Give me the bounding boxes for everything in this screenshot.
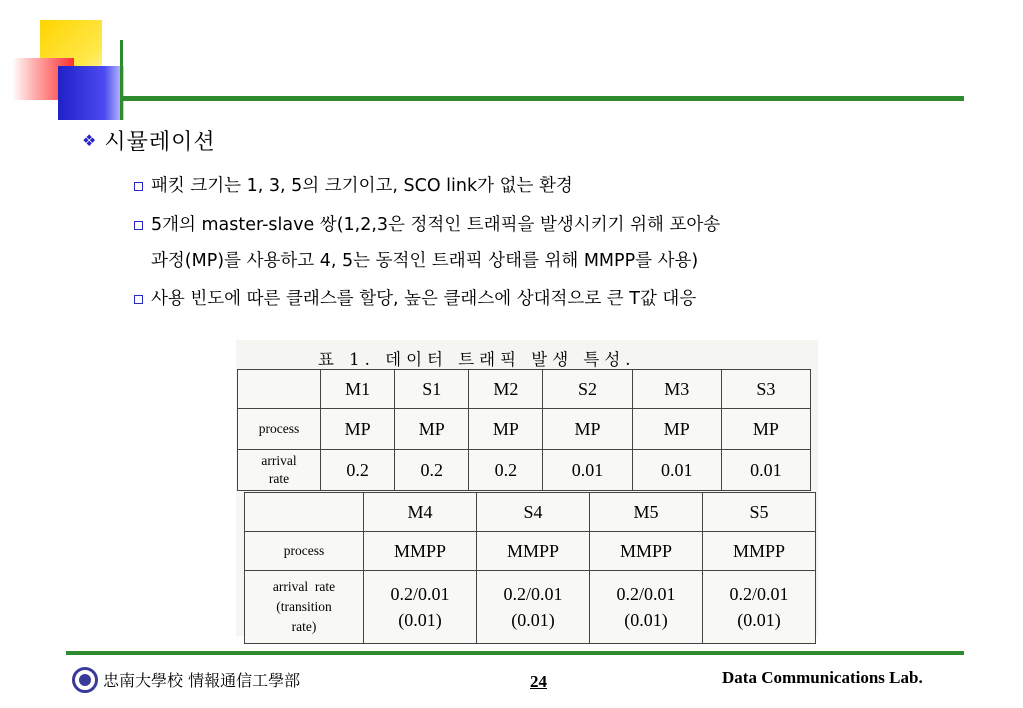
row-label-line: arrival xyxy=(261,453,297,468)
table-cell: 0.2 xyxy=(395,450,469,491)
row-label-line: arrival rate xyxy=(272,579,336,594)
table-cell xyxy=(703,571,816,644)
row-label-line: rate) xyxy=(291,619,317,634)
slide-title: 시뮬레이션 xyxy=(104,130,216,155)
cell-line: 0.2/0.01 xyxy=(503,584,563,604)
traffic-table-1 xyxy=(237,369,811,491)
table-row xyxy=(245,532,816,571)
table-header: S4 xyxy=(477,493,590,532)
table-cell: MP xyxy=(543,409,632,450)
table-cell: MMPP xyxy=(703,532,816,571)
footer-university: 忠南大學校 情報通信工學部 xyxy=(103,671,301,690)
table-header: S2 xyxy=(543,370,632,409)
row-label-line: (transition xyxy=(276,599,332,614)
header-divider xyxy=(120,96,964,101)
page-number: 24 xyxy=(530,672,547,691)
row-label-line: rate xyxy=(268,471,290,486)
bullet-item-3 xyxy=(134,286,696,312)
footer-divider xyxy=(66,651,964,655)
bullet-text-2-continued: 과정(MP)를 사용하고 4, 5는 동적인 트래픽 상태를 위해 MMPP를 사용) xyxy=(151,251,699,271)
row-label-arrival xyxy=(238,450,321,491)
table-cell: 0.01 xyxy=(721,450,810,491)
table-row xyxy=(245,493,816,532)
cell-line: (0.01) xyxy=(511,610,555,630)
square-bullet-icon xyxy=(134,295,143,304)
table-row xyxy=(238,450,811,491)
row-label-process: process xyxy=(245,532,364,571)
table-cell: MP xyxy=(395,409,469,450)
row-label-arrival xyxy=(245,571,364,644)
bullet-item-2 xyxy=(134,212,720,238)
table-cell xyxy=(364,571,477,644)
table-cell: 0.2 xyxy=(469,450,543,491)
bullet-text-3: 사용 빈도에 따른 클래스를 할당, 높은 클래스에 상대적으로 큰 T값 대응 xyxy=(151,289,697,309)
table-header: S5 xyxy=(703,493,816,532)
table-header: M5 xyxy=(590,493,703,532)
table-cell: MMPP xyxy=(477,532,590,571)
cell-line: (0.01) xyxy=(398,610,442,630)
table-header: M3 xyxy=(632,370,721,409)
square-bullet-icon xyxy=(134,182,143,191)
decor-vertical-line xyxy=(120,40,123,120)
table-cell: MMPP xyxy=(590,532,703,571)
table-cell: MP xyxy=(469,409,543,450)
table-row xyxy=(238,370,811,409)
table-cell: 0.01 xyxy=(632,450,721,491)
table-cell: 0.2 xyxy=(321,450,395,491)
row-label-process: process xyxy=(238,409,321,450)
table-corner xyxy=(238,370,321,409)
table-corner xyxy=(245,493,364,532)
bullet-item-1 xyxy=(134,173,573,199)
decor-blue-square xyxy=(58,66,124,120)
table-header: S3 xyxy=(721,370,810,409)
table-header: M4 xyxy=(364,493,477,532)
table-cell: MP xyxy=(721,409,810,450)
table-header: M1 xyxy=(321,370,395,409)
cell-line: 0.2/0.01 xyxy=(616,584,676,604)
cell-line: (0.01) xyxy=(624,610,668,630)
table-header: S1 xyxy=(395,370,469,409)
square-bullet-icon xyxy=(134,221,143,230)
table-row xyxy=(245,571,816,644)
table-cell: 0.01 xyxy=(543,450,632,491)
table-caption: 표 1. 데이터 트래픽 발생 특성. xyxy=(318,350,636,369)
diamond-bullet-icon: ❖ xyxy=(82,130,97,150)
traffic-table-2 xyxy=(244,492,816,644)
footer-lab-name: Data Communications Lab. xyxy=(722,668,923,687)
table-cell: MMPP xyxy=(364,532,477,571)
table-header: M2 xyxy=(469,370,543,409)
bullet-text-2: 5개의 master-slave 쌍(1,2,3은 정적인 트래픽을 발생시키기 위해 포아송 xyxy=(151,215,721,235)
cell-line: 0.2/0.01 xyxy=(729,584,789,604)
table-cell xyxy=(477,571,590,644)
table-row xyxy=(238,409,811,450)
cell-line: 0.2/0.01 xyxy=(390,584,450,604)
cell-line: (0.01) xyxy=(737,610,781,630)
university-logo-icon xyxy=(72,667,98,693)
table-cell: MP xyxy=(321,409,395,450)
bullet-text-1: 패킷 크기는 1, 3, 5의 크기이고, SCO link가 없는 환경 xyxy=(151,176,573,196)
table-cell: MP xyxy=(632,409,721,450)
slide-title-row xyxy=(82,125,216,156)
table-cell xyxy=(590,571,703,644)
